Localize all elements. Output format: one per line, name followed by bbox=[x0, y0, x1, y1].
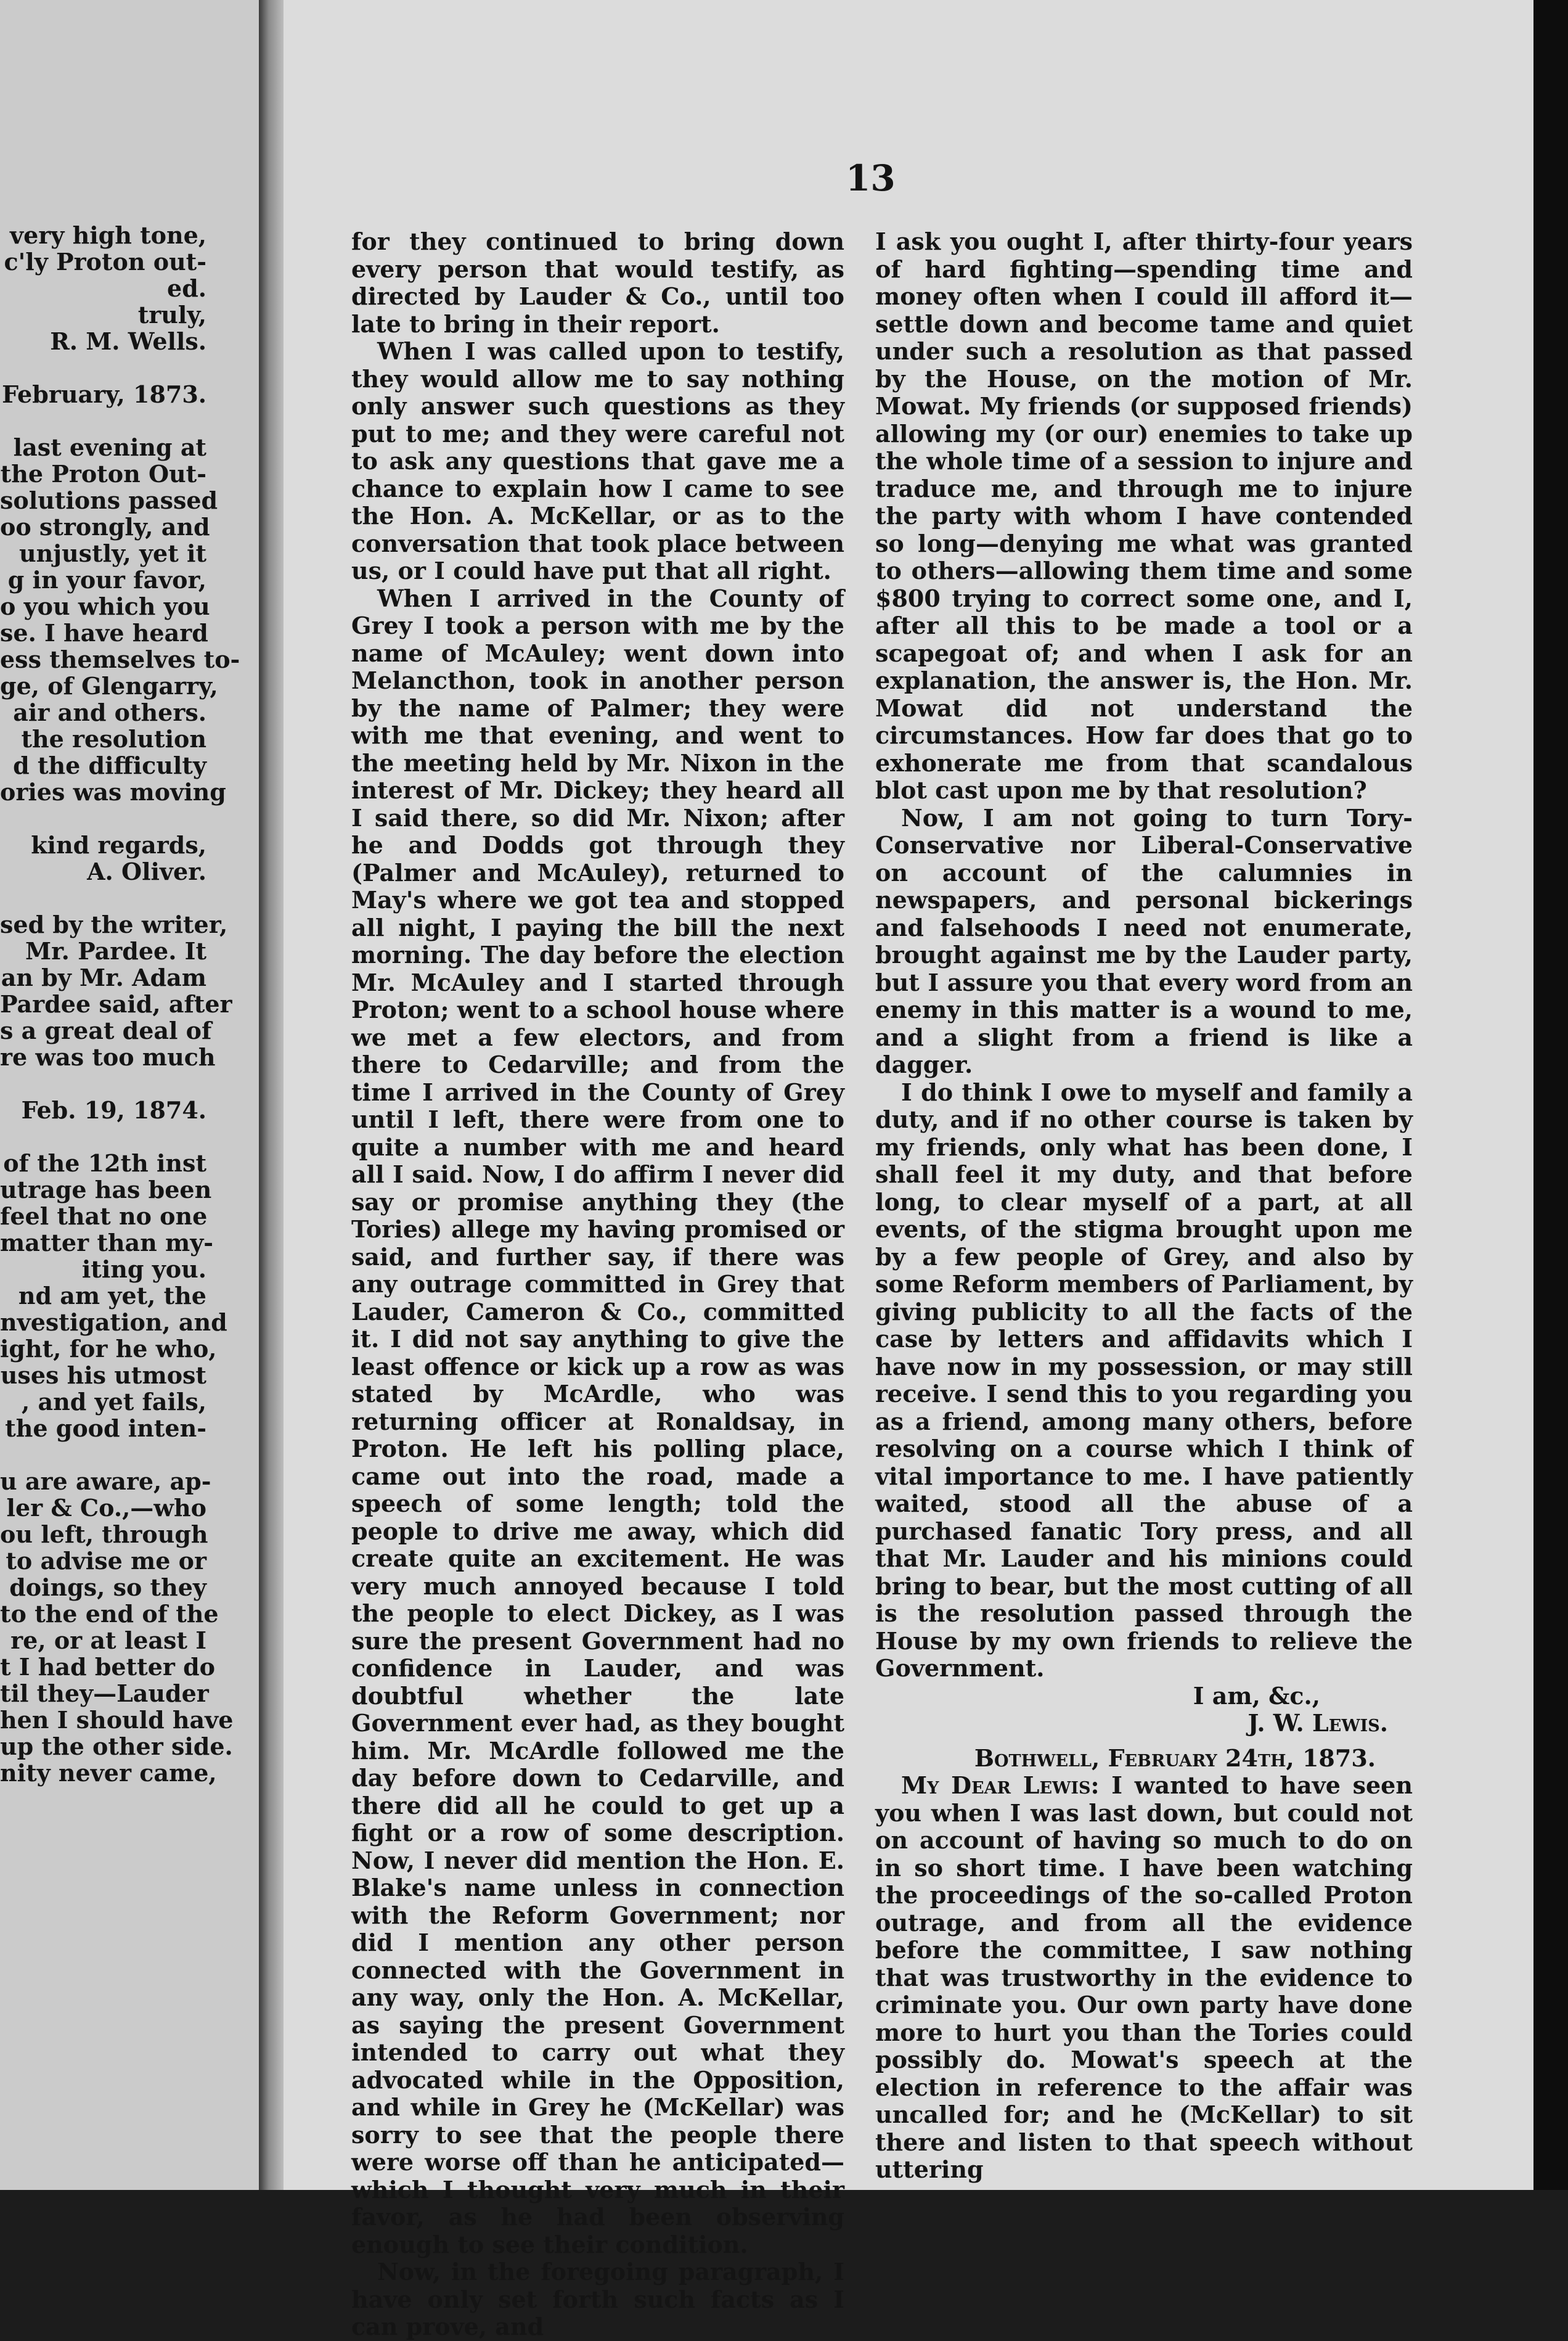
letter-signoff: I am, &c., bbox=[1193, 1681, 1320, 1710]
paragraph: I do think I owe to myself and family a duty, and if no other course is taken by my friends, only what has been done, I shall feel it my duty, and that before long, to clear myself of a part, at all events, of the stigma brought upon me by a few people of Grey, and also by some Reform members of Parliament, by giving publicity to all the facts of the case by letters and affidavits which I have now in my possession, or may still receive. I send this to you regarding you as a friend, among many others, before resolving on a course which I think of vital importance to me. I have patiently waited, stood all the abuse of a purchased fanatic Tory press, and all that Mr. Lauder and his minions could bring to bear, but the most cutting of all is the resolution passed through the House by my own friends to relieve the Government. bbox=[875, 1078, 1413, 1682]
dateline-text: Bothwell, February 24th, 1873. bbox=[974, 1744, 1376, 1772]
fragment-line: matter than my- bbox=[0, 1229, 214, 1257]
fragment-line: iting you. bbox=[81, 1255, 206, 1283]
fragment-line: til they—Lauder bbox=[0, 1679, 209, 1707]
fragment-line: oo strongly, and bbox=[0, 513, 210, 541]
fragment-line: the resolution bbox=[21, 725, 206, 753]
fragment-line: re, or at least I bbox=[10, 1626, 206, 1654]
fragment-line bbox=[0, 355, 206, 381]
fragment-line: the good inten- bbox=[5, 1414, 206, 1442]
book-gutter bbox=[259, 0, 284, 2190]
fragment-line: an by Mr. Adam bbox=[1, 964, 206, 991]
text-column-1 bbox=[351, 228, 844, 2341]
fragment-line: Feb. 19, 1874. bbox=[21, 1096, 206, 1124]
fragment-line: ge, of Glengarry, bbox=[0, 672, 218, 700]
fragment-line: re was too much bbox=[0, 1043, 216, 1071]
letter-salutation: My Dear Lewis: bbox=[901, 1771, 1100, 1799]
facing-page-text bbox=[0, 221, 240, 1787]
fragment-line: uses his utmost bbox=[0, 1361, 206, 1389]
fragment-line: hen I should have bbox=[0, 1706, 234, 1734]
fragment-line: very high tone, bbox=[9, 221, 206, 249]
fragment-line: c'ly Proton out- bbox=[4, 248, 206, 276]
fragment-line: se. I have heard bbox=[0, 619, 208, 647]
fragment-gap bbox=[0, 805, 206, 832]
paragraph: Now, I am not going to turn Tory-Conservative nor Liberal-Conservative on account of the calumnies in newspapers, and personal bickerings and falsehoods I need not enumerate, brought against me by the Lauder party, but I assure you that every word from an enemy in this matter is a wound to me, and a slight from a friend is like a dagger. bbox=[875, 803, 1413, 1078]
fragment-line: February, 1873. bbox=[2, 380, 206, 408]
letter-2-text: I wanted to have seen you when I was last down, but could not on account of having so much to do on in so short time. I have been watching the proceedings of the so-called Proton outrage, and from all the evidence before the committee, I saw nothing that was trustworthy in the evidence to criminate you. Our own party have done more to hurt you than the Tories could possibly do. Mowat's speech at the election in reference to the affair was uncalled for; and he (McKellar) to sit there and listen to that speech without uttering bbox=[875, 1771, 1413, 2183]
fragment-gap bbox=[0, 408, 206, 434]
fragment-line: feel that no one bbox=[0, 1202, 208, 1230]
facing-page-fragment bbox=[0, 0, 259, 2190]
page-number: 13 bbox=[846, 157, 896, 199]
fragment-line: nd am yet, the bbox=[18, 1282, 206, 1310]
fragment-gap bbox=[0, 1123, 206, 1150]
page-edge bbox=[1533, 0, 1568, 2190]
fragment-line: ess themselves to- bbox=[0, 646, 240, 673]
fragment-line: s a great deal of bbox=[0, 1017, 212, 1044]
fragment-line: of the 12th inst bbox=[3, 1149, 206, 1177]
fragment-line: o you which you bbox=[0, 592, 210, 620]
fragment-line: nity never came, bbox=[0, 1759, 217, 1787]
fragment-line: nvestigation, and bbox=[0, 1308, 227, 1336]
fragment-gap bbox=[0, 885, 206, 911]
fragment-line: to advise me or bbox=[6, 1547, 206, 1575]
paragraph: When I was called upon to testify, they would allow me to say nothing only answer such questions as they put to me; and they were careful not to ask any questions that gave me a chance to explain how I came to see the Hon. A. McKellar, or as to the conversation that took place between us, or I could have put that all right. bbox=[351, 337, 844, 584]
fragment-line: ler & Co.,—who bbox=[6, 1494, 206, 1522]
fragment-line: , and yet fails, bbox=[21, 1388, 206, 1416]
fragment-line: kind regards, bbox=[31, 831, 206, 859]
paragraph: When I arrived in the County of Grey I took a person with me by the name of McAuley; went down into Melancthon, took in another person by the name of Palmer; they were with me that evening, and went to the meeting held by Mr. Nixon in the interest of Mr. Dickey; they heard all I said there, so did Mr. Nixon; after he and Dodds got through they (Palmer and McAuley), returned to May's where we got tea and stopped all night, I paying the bill the next morning. The day before the election Mr. McAuley and I started through Proton; went to a school house where we met a few electors, and from there to Cedarville; and from the time I arrived in the County of Grey until I left, there were from one to quite a number with me and heard all I said. Now, I do affirm I never did say or promise anything they (the Tories) allege my having promised or said, and further say, if there was any outrage committed in Grey that Lauder, Cameron & Co., committed it. I did not say anything to give the least offence or kick up a row as was stated by McArdle, who was returning officer at Ronaldsay, in Proton. He left his polling place, came out into the road, made a speech of some length; told the people to drive me away, which did create quite an excitement. He was very much annoyed because I told the people to elect Dickey, as I was sure the present Government had no confidence in Lauder, and was doubtful whether the late Government ever had, as they bought him. Mr. McArdle followed me the day before down to Cedarville, and there did all he could to get up a fight or a row of some description. Now, I never did mention the Hon. E. Blake's name unless in connection with the Reform Government; nor did I mention any other person connected with the Government in any way, only the Hon. A. McKellar, as saying the present Government intended to carry out what they advocated while in the Opposition, and while in Grey he (McKellar) was sorry to see that the people there were worse off than he anticipated—which I thought very much in their favor, as he had been observing enough to see their condition. bbox=[351, 584, 844, 2258]
fragment-gap bbox=[0, 1441, 206, 1468]
letter-2-body bbox=[875, 1772, 1413, 2184]
fragment-line: g in your favor, bbox=[7, 566, 206, 594]
paragraph: for they continued to bring down every person that would testify, as directed by Lauder & Co., until too late to bring in their report. bbox=[351, 228, 844, 338]
fragment-line: last evening at bbox=[13, 433, 206, 461]
fragment-line: ories was moving bbox=[0, 778, 226, 806]
fragment-line: ight, for he who, bbox=[0, 1335, 217, 1363]
fragment-line: doings, so they bbox=[9, 1573, 206, 1601]
fragment-gap bbox=[0, 1070, 206, 1097]
fragment-line: truly, bbox=[137, 301, 206, 329]
fragment-line: solutions passed bbox=[0, 486, 218, 514]
fragment-line: ou left, through bbox=[0, 1520, 208, 1548]
fragment-line: to the end of the bbox=[0, 1600, 219, 1628]
fragment-line: air and others. bbox=[13, 699, 206, 726]
fragment-line: t I had better do bbox=[0, 1653, 216, 1681]
fragment-line: Mr. Pardee. It bbox=[25, 937, 206, 965]
fragment-line: Pardee said, after bbox=[0, 990, 232, 1018]
fragment-line: utrage has been bbox=[0, 1176, 212, 1203]
fragment-line: R. M. Wells. bbox=[50, 327, 206, 355]
fragment-line: unjustly, yet it bbox=[19, 539, 206, 567]
letter-signature: J. W. Lewis. bbox=[1247, 1709, 1388, 1737]
fragment-line: up the other side. bbox=[0, 1732, 233, 1760]
fragment-line: A. Oliver. bbox=[87, 858, 206, 885]
fragment-line: u are aware, ap- bbox=[0, 1467, 211, 1495]
fragment-line: sed by the writer, bbox=[0, 911, 228, 938]
fragment-line: the Proton Out- bbox=[0, 460, 206, 488]
fragment-line: ed. bbox=[167, 274, 206, 302]
text-column-2 bbox=[875, 228, 1413, 2184]
letter-dateline bbox=[875, 1745, 1413, 1773]
paragraph: I ask you ought I, after thirty-four years of hard fighting—spending time and money often when I could ill afford it—settle down and become tame and quiet under such a resolution as that passed by the House, on the motion of Mr. Mowat. My friends (or supposed friends) allowing my (or our) enemies to take up the whole time of a session to injure and traduce me, and through me to injure the party with whom I have contended so long—denying me what was granted to others—allowing them time and some $800 trying to correct some one, and I, after all this to be made a tool or a scapegoat of; and when I ask for an explanation, the answer is, the Hon. Mr. Mowat did not understand the circumstances. How far does that go to exhonerate me from that scandalous blot cast upon me by that resolution? bbox=[875, 228, 1413, 804]
paragraph: Now, in the foregoing paragraph, I have only set forth such facts as I can prove, and bbox=[351, 2258, 844, 2340]
fragment-line: d the difficulty bbox=[13, 752, 206, 779]
